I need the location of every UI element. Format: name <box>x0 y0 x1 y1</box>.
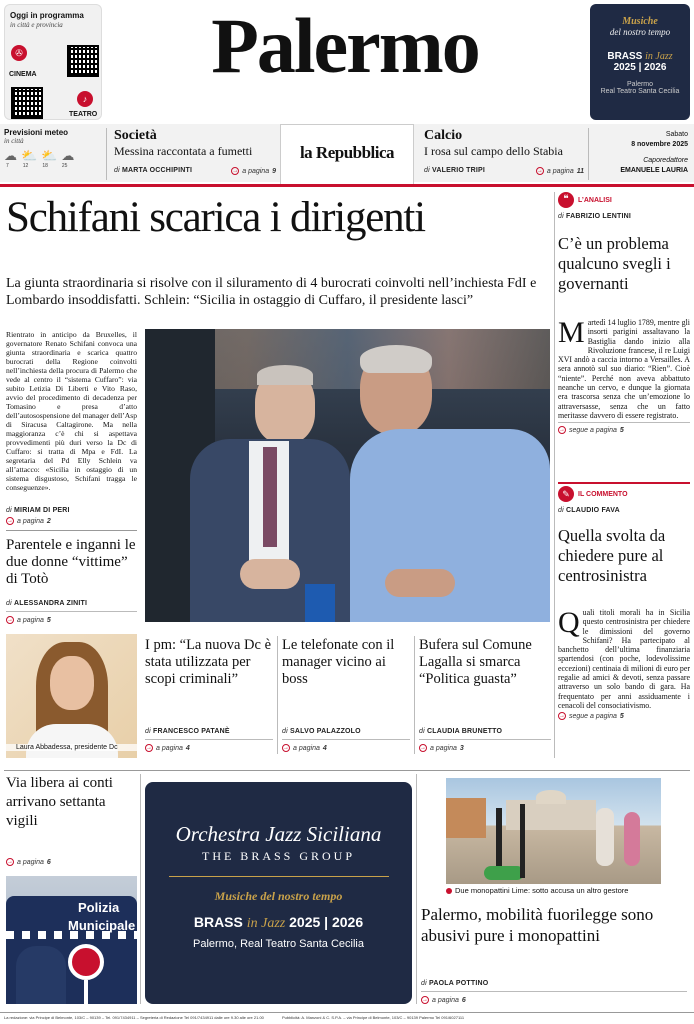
ad-years: 2025 | 2026 <box>613 62 667 73</box>
story-pm[interactable] <box>145 632 273 758</box>
story-headline: I pm: “La nuova Dc è stata utilizzata per scopi criminali” <box>145 637 272 687</box>
weather-subtitle: in città <box>4 137 24 145</box>
repubblica-logo: la Repubblica <box>299 143 395 162</box>
ad-musiche: Musiche del nostro tempo <box>214 889 343 903</box>
section-label: L’ANALISI <box>578 196 612 204</box>
goto-page[interactable]: → segue a pagina 5 <box>559 426 624 434</box>
by: di <box>421 980 427 987</box>
teatro-icon: ♪ <box>77 91 93 107</box>
vigili-headline[interactable]: Via libera ai conti arrivano settanta vigili <box>6 775 113 829</box>
ad-place1: Palermo <box>626 81 654 88</box>
strip-section: Calcio <box>424 128 463 143</box>
bottom-ad[interactable] <box>145 782 412 1004</box>
temp-max: 25 <box>61 163 68 169</box>
author: MIRIAM DI PERI <box>14 507 70 514</box>
abbadessa-photo <box>6 634 137 758</box>
ad-orchestra: Orchestra Jazz Siciliana <box>175 822 382 846</box>
ad-brass: BRASS <box>193 914 243 930</box>
teatro-qr-code[interactable] <box>11 87 43 119</box>
monopattini-photo <box>446 778 661 884</box>
lead-body: Rientrato in anticipo da Bruxelles, il governatore Renato Schifani convoca una giunta straordinaria e scarica quattro burocrati della Regione coinvolti nell’inchiesta della procura di Palermo che vede al centro il “sistema Cuffaro”: via subito Letizia Di Liberti e Vito Raso, avvio del procedimento di decadenza per Tomasino e presa d’atto dell’autosospensione del manager dell’Asp di Siracusa Caltagirone. Ma nella maggioranza c’è chi si aspettava provvedimenti più duri verso la Dc di Cuffaro: si tratta di Mpa e FdI. La segretaria del Pd Elly Schlein va all’attacco: «Sicilia in ostaggio di un sistema disgustoso, Schifani tragga le conseguenze». <box>6 330 137 492</box>
car-text-1: Polizia <box>78 900 120 915</box>
vigili-photo <box>6 876 137 1004</box>
lead-photo <box>145 329 550 622</box>
author: FABRIZIO LENTINI <box>566 213 632 220</box>
top-ad[interactable] <box>590 4 690 120</box>
analisi-body: artedì 14 luglio 1789, mentre gli insorti parigini assaltavano la Bastiglia dando inizio alla Rivoluzione francese, il re Luigi XVI andò a caccia intorno a Versailles. A sera annotò sul suo diario: “Rien”. Cioè “niente”. Perché non aveva abbattuto neanche un cervo, e dunque la giornata era trascorsa senza che un’emozione lo attraversasse, senza che un fatto meritasse davvero di essere registrato. <box>558 318 691 420</box>
by: di <box>6 600 12 607</box>
drop-cap: Q <box>558 606 580 639</box>
parentele-headline[interactable]: Parentele e inganni le due donne “vittime” di Totò <box>6 537 136 587</box>
ad-place: Palermo, Real Teatro Santa Cecilia <box>193 938 364 950</box>
temp-min: 7 <box>6 163 9 169</box>
by: di <box>424 167 430 174</box>
repubblica-box <box>280 124 414 184</box>
cinema-label: CINEMA <box>9 71 37 78</box>
cloud-icon: ☁ <box>61 148 75 163</box>
author: CLAUDIA BRUNETTO <box>427 728 503 735</box>
cloud-sun-icon: ⛅ <box>41 148 58 163</box>
goto-page[interactable]: → a pagina 5 <box>7 616 51 624</box>
goto-page[interactable]: → a pagina 4 <box>283 744 327 752</box>
author: MARTA OCCHIPINTI <box>122 167 193 174</box>
goto-page[interactable]: → a pagina 3 <box>420 744 464 752</box>
footer-redazione: La redazione: via Principe di Belmonte, 103/C – 90139 – Tel. 091/7434911 – Segreteria di Redazione Tel 091/7434911 dalle ore 9.30 alle ore 21.00 <box>4 1015 264 1020</box>
strip-headline: Messina raccontata a fumetti <box>114 144 253 158</box>
commento-headline: Quella svolta da chiedere pure al centrosinistra <box>558 526 666 585</box>
story-headline: Bufera sul Comune Lagalla si smarca “Politica guasta” <box>419 637 532 687</box>
strip-calcio[interactable] <box>424 128 584 180</box>
masthead-title: Palermo <box>211 2 479 89</box>
goto-page[interactable]: → a pagina 9 <box>232 167 276 175</box>
monopattini-caption: Due monopattini Lime: sotto accusa un altro gestore <box>446 886 628 895</box>
program-subtitle: in città e provincia <box>10 21 63 29</box>
story-headline: Le telefonate con il manager vicino ai boss <box>282 637 395 687</box>
author: VALERIO TRIPI <box>432 167 486 174</box>
by: di <box>558 507 564 514</box>
author: CLAUDIO FAVA <box>566 507 620 514</box>
ad-line1: Musiche <box>622 16 658 27</box>
strip-section: Società <box>114 128 157 143</box>
ad-jazz: in Jazz <box>645 51 673 62</box>
author: SALVO PALAZZOLO <box>290 728 361 735</box>
by: di <box>114 167 120 174</box>
story-bufera[interactable] <box>419 632 551 758</box>
by: di <box>558 213 564 220</box>
by: di <box>145 728 151 735</box>
temp: 12 <box>22 163 29 169</box>
ad-brass: BRASS <box>607 51 643 62</box>
goto-page[interactable]: → a pagina 6 <box>422 996 466 1004</box>
weather-box <box>4 128 104 180</box>
strip-red-rule <box>0 184 694 187</box>
caption-bullet-icon <box>446 888 452 894</box>
abbadessa-caption: Laura Abbadessa, presidente Dc <box>6 744 137 751</box>
analisi-headline: C’è un problema qualcuno svegli i governanti <box>558 234 671 293</box>
temp: 18 <box>42 163 48 169</box>
weather-title: Previsioni meteo <box>4 128 69 137</box>
lead-deck: La giunta straordinaria si risolve con il siluramento di 4 burocrati coinvolti nell’inchiesta FdI e Lombardo insoddisfatti. Schlein: “Sicilia in ostaggio di Cuffaro, il presidente lasci” <box>6 276 537 308</box>
editor-role: Caporedattore <box>643 157 688 164</box>
analisi[interactable] <box>558 192 690 472</box>
goto-page[interactable]: → segue a pagina 5 <box>559 712 624 720</box>
drop-cap: M <box>558 316 585 349</box>
author: ALESSANDRA ZINITI <box>14 600 88 607</box>
megaphone-icon: ✎ <box>558 486 574 502</box>
lead-headline[interactable]: Schifani scarica i dirigenti <box>6 194 425 241</box>
goto-page[interactable]: → a pagina 4 <box>146 744 190 752</box>
weekday: Sabato <box>665 131 688 138</box>
footer-pubblicita: Pubblicità: A. Manzoni & C. S.P.A. – via Principe di Belmonte, 103/C – 90139 Palermo Tel 091/6027111 <box>282 1015 465 1020</box>
issue-date: 8 novembre 2025 <box>631 141 688 148</box>
goto-page[interactable]: → a pagina 6 <box>7 858 51 866</box>
strip-societa[interactable] <box>114 128 276 180</box>
date-box <box>592 130 688 176</box>
author: PAOLA POTTINO <box>429 980 489 987</box>
ad-brass-group: THE BRASS GROUP <box>201 849 356 863</box>
quote-icon: ❝ <box>558 192 574 208</box>
program-title: Oggi in programma <box>10 11 84 20</box>
cloud-sun-icon: ⛅ <box>21 148 38 163</box>
by: di <box>6 507 12 514</box>
commento-body: uali titoli morali ha in Sicilia questo centrosinistra per chiedere le dimissioni del governo Schifani? Ha partecipato al banchetto dell’ultima finanziaria spartendosi (con poche, lodevolissime eccezioni) centinaia di milioni di euro per regalie ad amici & devoti, senza passare attraverso un solo bando di gara. Ha frequentato per anni assiduamente i cenacoli del consociativismo. <box>558 608 690 710</box>
teatro-label: TEATRO <box>69 111 98 118</box>
ad-jazz: in Jazz <box>246 916 286 931</box>
ad-years: 2025 | 2026 <box>289 914 364 930</box>
story-telefonate[interactable] <box>282 632 410 758</box>
commento[interactable] <box>558 486 690 758</box>
monopattini-headline[interactable]: Palermo, mobilità fuorilegge sono abusivi pure i monopattini <box>421 905 654 945</box>
program-box <box>4 4 102 120</box>
ad-place2: Real Teatro Santa Cecilia <box>600 88 680 95</box>
by: di <box>419 728 425 735</box>
goto-page[interactable]: → a pagina 11 <box>536 167 584 175</box>
traffic-paddle-icon <box>68 944 104 980</box>
cloud-icon: ☁ <box>4 148 17 163</box>
cinema-icon: ✇ <box>11 45 27 61</box>
car-text-2: Municipale <box>68 918 136 933</box>
ad-line2: del nostro tempo <box>609 27 671 37</box>
cinema-qr-code[interactable] <box>67 45 99 77</box>
by: di <box>282 728 288 735</box>
author: FRANCESCO PATANÈ <box>153 728 230 735</box>
editor-name: EMANUELE LAURIA <box>620 167 688 174</box>
goto-page[interactable]: → a pagina 2 <box>7 517 51 525</box>
strip-headline: I rosa sul campo dello Stabia <box>424 144 563 158</box>
section-label: IL COMMENTO <box>578 490 628 498</box>
